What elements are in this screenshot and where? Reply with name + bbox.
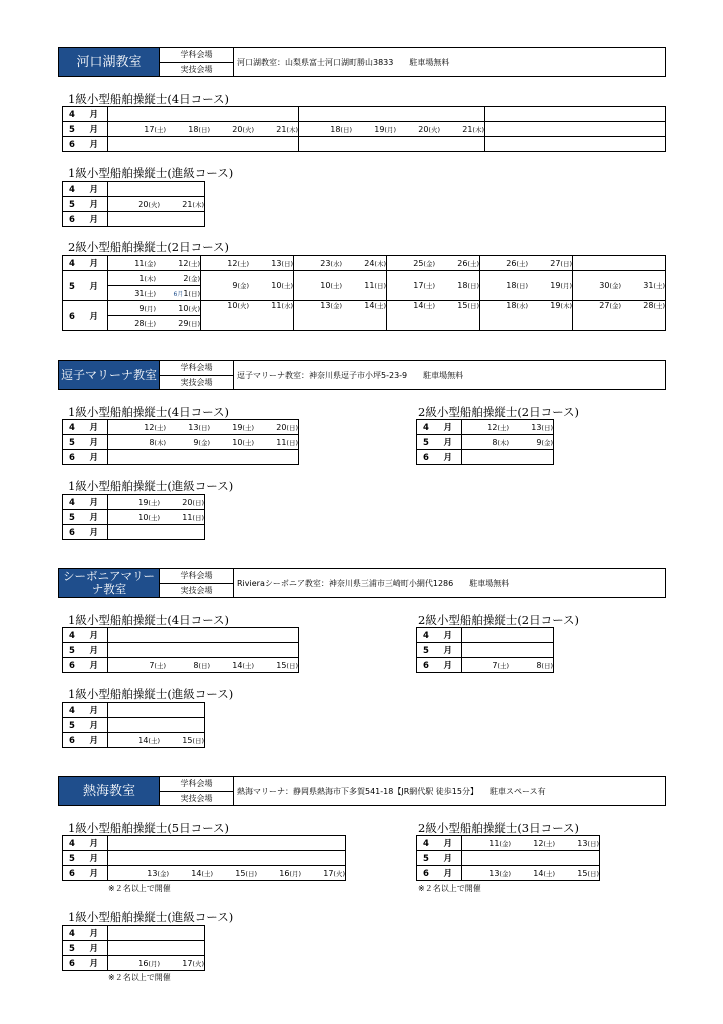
date-group: 10(土) 11(日) — [108, 510, 205, 525]
date-pair: 1(木) 2(金) — [108, 271, 201, 286]
date-cell: 19(月) — [374, 124, 396, 134]
month-label: 6 月 — [63, 212, 108, 227]
school-name: 逗子マリーナ教室 — [59, 361, 159, 389]
date-group — [299, 122, 485, 137]
date-pair: 9(金) 10(土) — [201, 271, 294, 301]
date-group: 14(土) 15(日) — [108, 733, 205, 748]
schedule-table — [62, 181, 205, 227]
minimum-attendance-note: ※２名以上で開催 — [108, 884, 171, 893]
date-pair: 18(水) 19(木) — [480, 301, 573, 331]
schedule-table — [62, 494, 205, 540]
month-label: 4 月 — [63, 256, 108, 271]
course-title: 2級小型船舶操縦士(3日コース) — [418, 821, 580, 835]
date-pair: 10(土) 11(日) — [294, 271, 387, 301]
date-pair: 26(土) 27(日) — [480, 256, 573, 271]
month-label: 4 月 — [63, 495, 108, 510]
venue-address: 河口湖教室：山梨県富士河口湖町勝山3833 駐車場無料 — [233, 48, 665, 76]
venue-address: 熱海マリーナ：静岡県熱海市下多賀541-18【JR網代駅 徒歩15分】 駐車スペース有 — [233, 777, 665, 805]
date-group: 16(月) 17(火) — [108, 956, 205, 971]
practical-venue-label: 実技会場 — [180, 793, 213, 803]
date-group: 12(土) 13(日) — [462, 420, 554, 435]
school-name: 熱海教室 — [59, 777, 159, 805]
date-cell: 21(木) — [276, 124, 298, 134]
course-title: 1級小型船舶操縦士(4日コース) — [68, 613, 230, 627]
schedule-table — [62, 419, 299, 465]
month-label: 6 月 — [63, 301, 108, 331]
course-title: 1級小型船舶操縦士(進級コース) — [68, 166, 234, 180]
date-group: 11(金) 12(土) 13(日) — [462, 836, 600, 851]
date-group: 19(土) 20(日) — [108, 495, 205, 510]
schedule-table — [62, 835, 346, 881]
month-label: 5 月 — [63, 510, 108, 525]
date-pair: 28(土) 29(日) — [108, 316, 201, 331]
date-group: 13(金) 14(土) 15(日) — [462, 866, 600, 881]
month-label: 4 月 — [417, 628, 462, 643]
month-label: 5 月 — [63, 718, 108, 733]
month-label: 4 月 — [63, 420, 108, 435]
month-label: 5 月 — [63, 271, 108, 301]
school-name: 河口湖教室 — [59, 48, 159, 76]
date-pair: 12(土) 13(日) — [201, 256, 294, 271]
course-title: 1級小型船舶操縦士(4日コース) — [68, 92, 230, 106]
course-title: 1級小型船舶操縦士(4日コース) — [68, 405, 230, 419]
month-label: 6 月 — [63, 733, 108, 748]
lecture-venue-label: 学科会場 — [160, 777, 233, 792]
date-cell: 21(木) — [182, 199, 204, 209]
lecture-venue-label: 学科会場 — [160, 48, 233, 63]
date-pair: 11(金) 12(土) — [108, 256, 201, 271]
date-pair: 30(金) 31(土) — [573, 271, 666, 301]
month-label: 6 月 — [63, 450, 108, 465]
month-label: 5 月 — [417, 643, 462, 658]
schedule-table — [416, 627, 554, 673]
month-label: 6 月 — [63, 658, 108, 673]
schedule-table — [62, 255, 666, 331]
month-label: 5 月 — [63, 643, 108, 658]
school-header-seabornia — [58, 568, 666, 598]
month-label: 4 月 — [63, 107, 108, 122]
month-label: 5 月 — [63, 941, 108, 956]
month-label: 6 月 — [63, 956, 108, 971]
date-pair: 13(金) 14(土) — [294, 301, 387, 331]
schedule-table — [416, 835, 600, 881]
course-title: 1級小型船舶操縦士(進級コース) — [68, 479, 234, 493]
date-pair: 9(月) 10(火) — [108, 301, 201, 316]
date-group: 13(金) 14(土) 15(日) 16(月) 17(火) — [108, 866, 346, 881]
month-label: 5 月 — [417, 851, 462, 866]
date-group: 12(土) 13(日) 19(土) 20(日) — [108, 420, 299, 435]
month-label: 6 月 — [417, 658, 462, 673]
practical-venue-label: 実技会場 — [180, 377, 213, 387]
date-pair: 14(土) 15(日) — [387, 301, 480, 331]
lecture-venue-label: 学科会場 — [160, 569, 233, 584]
month-label: 4 月 — [63, 836, 108, 851]
minimum-attendance-note: ※２名以上で開催 — [418, 884, 481, 893]
practical-venue-label: 実技会場 — [180, 64, 213, 74]
course-title: 2級小型船舶操縦士(2日コース) — [68, 240, 230, 254]
venue-address: Rivieraシーボニア教室：神奈川県三浦市三崎町小網代1286 駐車場無料 — [233, 569, 665, 597]
date-pair: 23(水) 24(木) — [294, 256, 387, 271]
date-cell: 18(日) — [188, 124, 210, 134]
school-name: シーボニアマリーナ教室 — [59, 569, 159, 597]
month-label: 5 月 — [63, 435, 108, 450]
month-label: 5 月 — [63, 122, 108, 137]
date-cell: 18(日) — [330, 124, 352, 134]
month-label: 6 月 — [417, 450, 462, 465]
date-group: 8(木) 9(金) 10(土) 11(日) — [108, 435, 299, 450]
month-label: 6 月 — [417, 866, 462, 881]
schedule-table — [62, 925, 205, 971]
date-group — [108, 197, 205, 212]
date-pair: 18(日) 19(月) — [480, 271, 573, 301]
lecture-venue-label: 学科会場 — [160, 361, 233, 376]
date-cell: 17(土) — [144, 124, 166, 134]
month-label: 4 月 — [63, 703, 108, 718]
course-title: 1級小型船舶操縦士(5日コース) — [68, 821, 230, 835]
schedule-table — [62, 106, 666, 152]
date-cell: 20(火) — [418, 124, 440, 134]
month-label: 4 月 — [417, 836, 462, 851]
date-group: 7(土) 8(日) 14(土) 15(日) — [108, 658, 299, 673]
minimum-attendance-note: ※２名以上で開催 — [108, 973, 171, 982]
course-title: 1級小型船舶操縦士(進級コース) — [68, 687, 234, 701]
date-cell: 21(木) — [462, 124, 484, 134]
date-pair: 10(火) 11(水) — [201, 301, 294, 331]
month-label: 5 月 — [63, 197, 108, 212]
date-pair: 27(金) 28(土) — [573, 301, 666, 331]
school-header-atami — [58, 776, 666, 806]
practical-venue-label: 実技会場 — [180, 585, 213, 595]
course-title: 2級小型船舶操縦士(2日コース) — [418, 613, 580, 627]
school-header-zushi — [58, 360, 666, 390]
date-group: 7(土) 8(日) — [462, 658, 554, 673]
venue-address: 逗子マリーナ教室：神奈川県逗子市小坪5-23-9 駐車場無料 — [233, 361, 665, 389]
month-label: 4 月 — [63, 926, 108, 941]
date-cell: 20(火) — [138, 199, 160, 209]
month-label: 4 月 — [63, 628, 108, 643]
school-header-kawaguchiko — [58, 47, 666, 77]
month-label: 5 月 — [417, 435, 462, 450]
course-title: 2級小型船舶操縦士(2日コース) — [418, 405, 580, 419]
date-cell: 20(火) — [232, 124, 254, 134]
date-group — [108, 122, 299, 137]
date-pair: 17(土) 18(日) — [387, 271, 480, 301]
date-pair: 25(金) 26(土) — [387, 256, 480, 271]
month-label: 6 月 — [63, 137, 108, 152]
schedule-table — [416, 419, 554, 465]
month-label: 6 月 — [63, 866, 108, 881]
course-title: 1級小型船舶操縦士(進級コース) — [68, 910, 234, 924]
month-label: 5 月 — [63, 851, 108, 866]
date-pair: 31(土) 6月1(日) — [108, 286, 201, 301]
month-label: 4 月 — [417, 420, 462, 435]
schedule-table — [62, 627, 299, 673]
month-label: 6 月 — [63, 525, 108, 540]
month-label: 4 月 — [63, 182, 108, 197]
schedule-table — [62, 702, 205, 748]
date-group: 8(木) 9(金) — [462, 435, 554, 450]
